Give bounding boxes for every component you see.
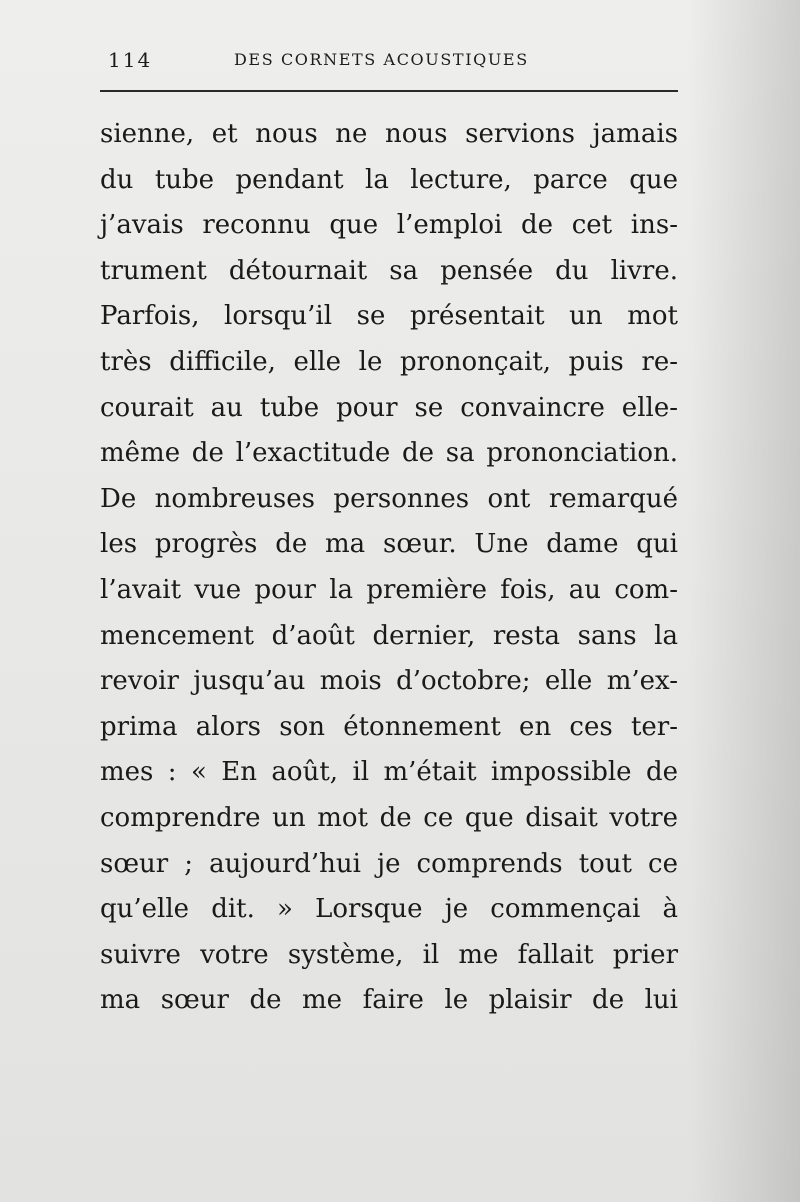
- text-line: prima alors son étonnement en ces ter-: [100, 711, 678, 742]
- text-line: sœur ; aujourd’hui je comprends tout ce: [100, 848, 678, 879]
- text-line: j’avais reconnu que l’emploi de cet ins-: [100, 210, 678, 241]
- text-line: suivre votre système, il me fallait prier: [100, 939, 678, 970]
- text-line: mes : « En août, il m’était impossible de: [100, 757, 678, 788]
- text-line: revoir jusqu’au mois d’octobre; elle m’ex-: [100, 666, 678, 697]
- text-line: comprendre un mot de ce que disait votre: [100, 802, 678, 833]
- text-line: trument détournait sa pensée du livre.: [100, 255, 678, 286]
- text-line: du tube pendant la lecture, parce que: [100, 164, 678, 195]
- text-line: l’avait vue pour la première fois, au com-: [100, 574, 678, 605]
- running-head: DES CORNETS ACOUSTIQUES: [234, 50, 529, 69]
- text-line: les progrès de ma sœur. Une dame qui: [100, 529, 678, 560]
- text-line: qu’elle dit. » Lorsque je commençai à: [100, 894, 678, 925]
- page-number: 114: [108, 48, 153, 72]
- header-rule: [100, 90, 678, 92]
- body-text: [100, 112, 678, 1024]
- text-line: ma sœur de me faire le plaisir de lui: [100, 985, 678, 1016]
- text-line: sienne, et nous ne nous servions jamais: [100, 119, 678, 149]
- text-line: très difficile, elle le prononçait, puis re-: [100, 346, 678, 377]
- page-header: [100, 44, 678, 84]
- text-line: même de l’exactitude de sa prononciation.: [100, 438, 678, 469]
- text-line: courait au tube pour se convaincre elle-: [100, 392, 678, 423]
- text-line: De nombreuses personnes ont remarqué: [100, 483, 678, 514]
- text-line: Parfois, lorsqu’il se présentait un mot: [100, 301, 678, 332]
- text-line: mencement d’août dernier, resta sans la: [100, 620, 678, 651]
